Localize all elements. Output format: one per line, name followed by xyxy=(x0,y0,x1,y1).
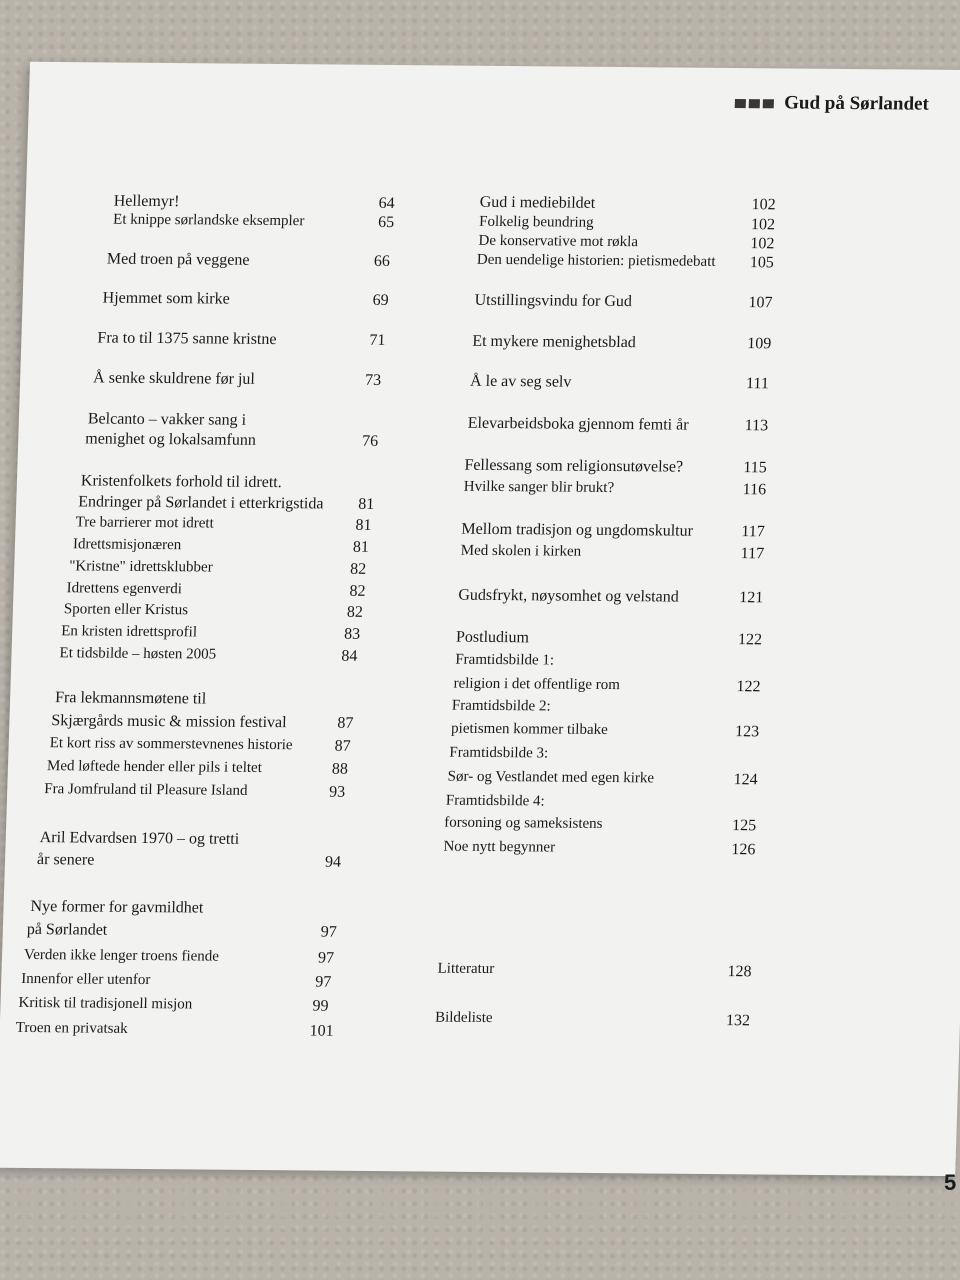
toc-entry-title: Aril Edvardsen 1970 – og tretti xyxy=(39,829,240,848)
book-page xyxy=(0,62,960,1176)
toc-entry-title: "Kristne" idrettsklubber xyxy=(69,558,213,576)
toc-page-number: 71 xyxy=(369,331,386,349)
toc-entry-title: Skjærgårds music & mission festival xyxy=(51,712,287,732)
toc-entry-title: Idrettens egenverdi xyxy=(66,580,183,598)
toc-page-number: 69 xyxy=(372,291,389,309)
toc-entry-title: Nye former for gavmildhet xyxy=(30,898,204,917)
toc-page-number: 97 xyxy=(314,973,332,991)
toc-page-number: 65 xyxy=(377,213,395,232)
toc-entry-title: Fra to til 1375 sanne kristne xyxy=(97,329,277,349)
toc-entry-title: Innenfor eller utenfor xyxy=(21,970,151,989)
toc-page-number: 97 xyxy=(320,923,338,941)
toc-entry-title: Hellemyr! xyxy=(113,192,180,211)
toc-entry-title: Endringer på Sørlandet i etterkrigstida xyxy=(78,493,324,513)
toc-page-number: 121 xyxy=(739,589,764,607)
toc-page-number: 125 xyxy=(731,817,757,835)
toc-page-number: 81 xyxy=(352,538,370,556)
toc-entry-title: Framtidsbilde 4: xyxy=(445,792,545,810)
toc-page-number: 132 xyxy=(725,1012,751,1030)
toc-page-number: 93 xyxy=(328,783,346,801)
toc-entry-title: Elevarbeidsboka gjennom femti år xyxy=(467,414,689,434)
toc-entry-title: Mellom tradisjon og ungdomskultur xyxy=(461,520,694,540)
toc-entry-title: Kristenfolkets forhold til idrett. xyxy=(80,472,283,492)
toc-page-number: 102 xyxy=(750,235,775,253)
toc-entry-title: Framtidsbilde 1: xyxy=(455,651,555,669)
toc-entry-title: Sporten eller Kristus xyxy=(63,601,189,619)
toc-entry-title: Noe nytt begynner xyxy=(443,838,556,856)
toc-page-number: 107 xyxy=(748,294,773,312)
toc-page-number: 94 xyxy=(324,853,342,871)
toc-page-number: 84 xyxy=(341,647,358,665)
toc-page-number: 82 xyxy=(349,560,367,578)
toc-page-number: 66 xyxy=(373,252,391,270)
toc-page-number: 87 xyxy=(337,714,354,732)
toc-entry-title: Med troen på veggene xyxy=(106,250,250,269)
toc-entry-title: Verden ikke lenger troens fiende xyxy=(23,946,220,965)
toc-entry-title: Den uendelige historien: pietismedebatt xyxy=(476,251,716,270)
toc-page-number: 126 xyxy=(731,841,756,859)
toc-entry-title: på Sørlandet xyxy=(26,920,108,939)
toc-page-number: 101 xyxy=(309,1022,334,1040)
toc-entry-title: Et mykere menighetsblad xyxy=(472,332,637,352)
toc-page-number: 122 xyxy=(736,678,761,696)
toc-page-number: 116 xyxy=(742,481,767,499)
toc-page-number: 82 xyxy=(349,582,366,600)
toc-page-number: 105 xyxy=(749,254,775,272)
toc-entry-title: Fra lekmannsmøtene til xyxy=(54,689,207,708)
toc-entry-title: Bildeliste xyxy=(434,1009,493,1027)
toc-entry-title: Postludium xyxy=(455,628,530,647)
toc-entry-title: Et tidsbilde – høsten 2005 xyxy=(59,645,217,663)
toc-page-number: 82 xyxy=(346,603,364,621)
toc-page-number: 87 xyxy=(334,737,351,755)
toc-page-number: 102 xyxy=(750,216,776,234)
header-title: Gud på Sørlandet xyxy=(783,92,930,115)
toc-entry-title: Et knippe sørlandske eksempler xyxy=(112,211,305,230)
toc-entry-title: Litteratur xyxy=(437,960,495,978)
toc-page-number: 124 xyxy=(733,771,758,789)
toc-entry-title: Å senke skuldrene før jul xyxy=(92,369,256,388)
toc-entry-title: menighet og lokalsamfunn xyxy=(85,430,257,449)
toc-entry-title: Troen en privatsak xyxy=(15,1019,128,1037)
toc-entry-title: De konservative mot røkla xyxy=(478,232,639,251)
toc-entry-title: Framtidsbilde 2: xyxy=(451,697,551,715)
toc-entry-title: år senere xyxy=(36,851,95,869)
toc-entry-title: Idrettsmisjonæren xyxy=(72,536,182,554)
toc-entry-title: Fellessang som religionsutøvelse? xyxy=(464,456,684,476)
toc-entry-title: Sør- og Vestlandet med egen kirke xyxy=(447,768,655,787)
toc-page-number: 76 xyxy=(361,432,379,450)
toc-page-number: 81 xyxy=(355,516,372,534)
toc-entry-title: Folkelig beundring xyxy=(478,213,594,231)
toc-entry-title: Hvilke sanger blir brukt? xyxy=(463,478,615,497)
toc-entry-title: Å le av seg selv xyxy=(469,372,572,391)
toc-entry-title: Belcanto – vakker sang i xyxy=(87,410,247,429)
toc-page-number: 81 xyxy=(357,495,375,513)
toc-entry-title: Med løftede hender eller pils i teltet xyxy=(46,758,263,776)
toc-entry-title: Med skolen i kirken xyxy=(460,542,582,560)
toc-entry-title: Fra Jomfruland til Pleasure Island xyxy=(44,781,248,799)
toc-page-number: 111 xyxy=(745,375,770,393)
toc-page-number: 113 xyxy=(744,417,769,435)
page-number: 5 xyxy=(944,1170,957,1195)
toc-page-number: 99 xyxy=(312,997,329,1015)
toc-entry-title: pietismen kommer tilbake xyxy=(450,720,609,739)
toc-page-number: 102 xyxy=(751,196,776,214)
toc-page-number: 64 xyxy=(378,194,395,213)
toc-page-number: 97 xyxy=(317,949,335,967)
toc-page-number: 122 xyxy=(737,631,763,649)
toc-page-number: 115 xyxy=(743,459,768,477)
toc-entry-title: Gudsfrykt, nøysomhet og velstand xyxy=(458,586,680,606)
toc-entry-title: forsoning og sameksistens xyxy=(443,814,603,832)
toc-page-number: 88 xyxy=(331,760,349,778)
header-squares-icon xyxy=(735,98,774,107)
toc-entry-title: Kritisk til tradisjonell misjon xyxy=(18,994,193,1013)
toc-entry-title: Utstillingsvindu for Gud xyxy=(474,291,633,311)
toc-entry-title: Et kort riss av sommerstevnenes historie xyxy=(49,735,293,754)
toc-page-number: 109 xyxy=(747,335,772,353)
toc-page-number: 117 xyxy=(741,523,766,541)
toc-entry-title: religion i det offentlige rom xyxy=(453,675,621,694)
toc-page-number: 83 xyxy=(343,625,361,643)
toc-entry-title: Gud i mediebildet xyxy=(479,193,596,212)
toc-page-number: 73 xyxy=(364,371,382,389)
toc-entry-title: Framtidsbilde 3: xyxy=(449,744,549,762)
toc-entry-title: En kristen idrettsprofil xyxy=(60,623,198,641)
toc-page-number: 123 xyxy=(734,723,760,741)
running-header xyxy=(735,92,929,116)
toc-page-number: 128 xyxy=(727,963,752,981)
toc-page-number: 117 xyxy=(740,545,765,563)
toc-entry-title: Tre barrierer mot idrett xyxy=(75,514,215,532)
toc-entry-title: Hjemmet som kirke xyxy=(102,289,231,308)
